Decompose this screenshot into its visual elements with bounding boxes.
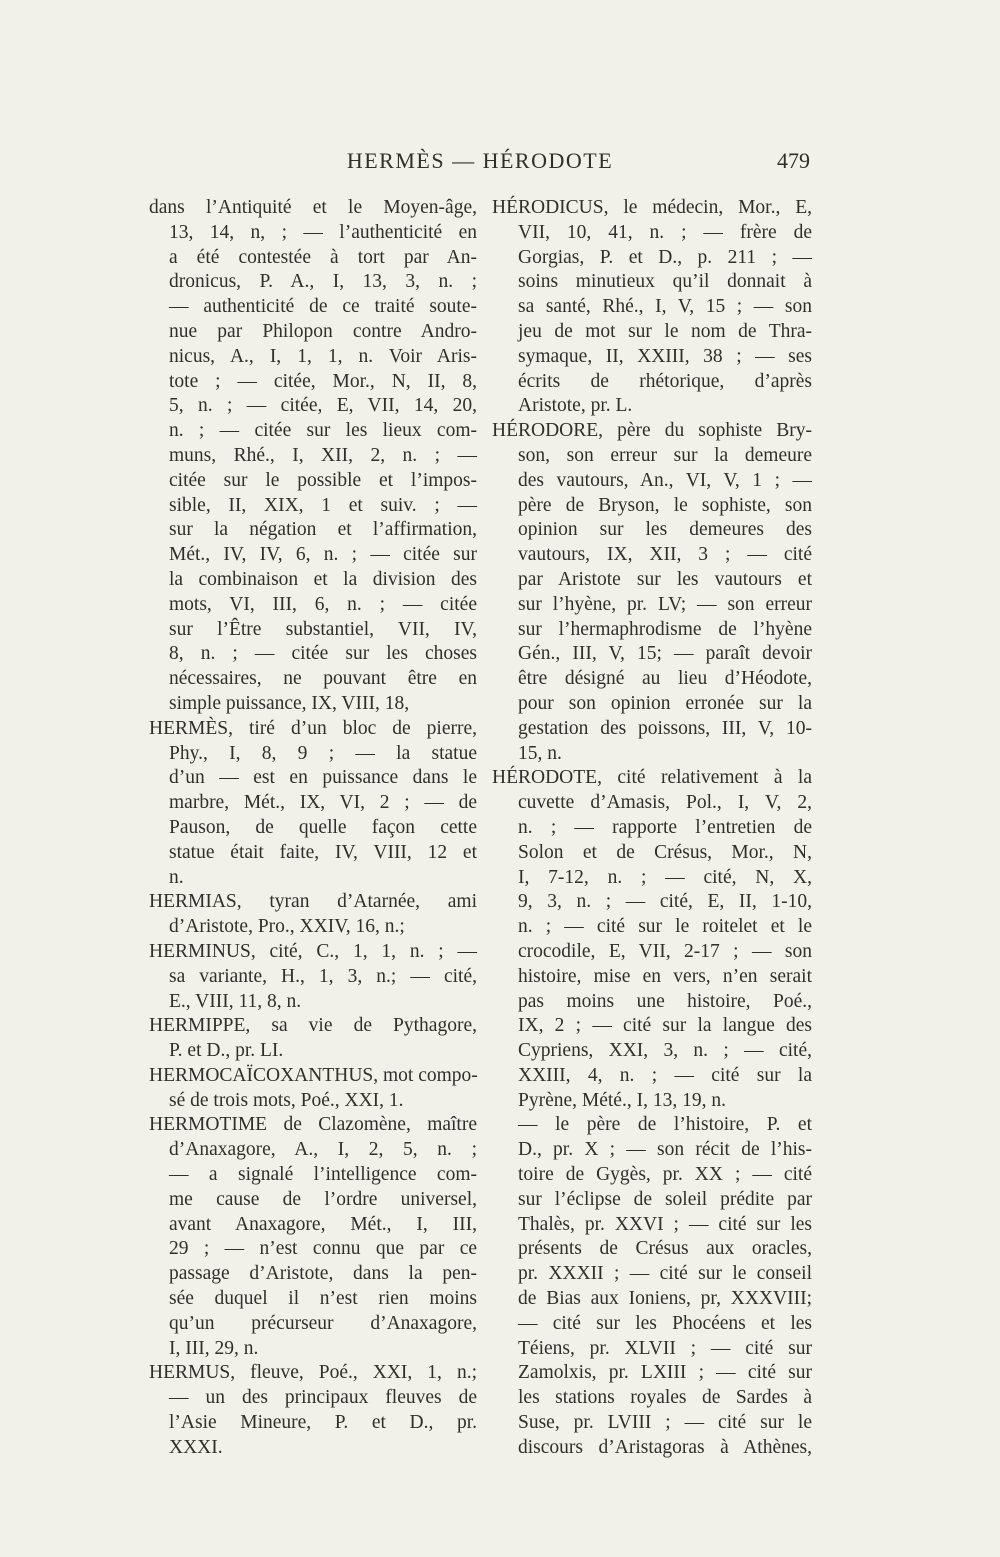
index-line: simple puissance, IX, VIII, 18, [169, 692, 410, 714]
index-line: pour son opinion erronée sur la [518, 692, 812, 714]
index-line: Aristote, pr. L. [518, 395, 633, 417]
index-line: toire de Gygès, pr. XX ; — cité [518, 1164, 812, 1186]
index-line: crocodile, E, VII, 2-17 ; — son [518, 940, 812, 962]
index-line: soins minutieux qu’il donnait à [518, 271, 812, 293]
index-line: être désigné au lieu d’Héodote, [518, 668, 812, 690]
index-line: — a signalé l’intelligence com- [169, 1164, 477, 1186]
index-line: la combinaison et la division des [169, 568, 477, 590]
index-line: I, III, 29, n. [169, 1337, 259, 1359]
right-column [492, 196, 812, 1461]
index-line: XXXI. [169, 1436, 223, 1458]
index-line: sur l’hermaphrodisme de l’hyène [518, 618, 812, 640]
index-line: HERMOTIME de Clazomène, maître [149, 1114, 477, 1136]
index-line: sible, II, XIX, 1 et suiv. ; — [169, 494, 477, 516]
index-line: — cité sur les Phocéens et les [518, 1312, 812, 1334]
index-line: de Bias aux Ioniens, pr, XXXVIII; [518, 1288, 812, 1310]
index-line: Suse, pr. LVIII ; — cité sur le [518, 1412, 812, 1434]
index-line: 9, 3, n. ; — cité, E, II, 1-10, [518, 891, 812, 913]
index-line: HERMUS, fleuve, Poé., XXI, 1, n.; [149, 1362, 477, 1384]
index-line: n. ; — cité sur le roitelet et le [518, 916, 812, 938]
index-line: — le père de l’histoire, P. et [518, 1114, 812, 1136]
index-line: n. ; — citée sur les lieux com- [169, 420, 477, 442]
index-line: Zamolxis, pr. LXIII ; — cité sur [518, 1362, 812, 1384]
index-line: n. ; — rapporte l’entretien de [518, 816, 812, 838]
index-line: nicus, A., I, 1, 1, n. Voir Aris- [169, 345, 477, 367]
index-line: d’Aristote, Pro., XXIV, 16, n.; [169, 916, 405, 938]
index-line: opinion sur les demeures des [518, 519, 812, 541]
index-line: citée sur le possible et l’impos- [169, 469, 477, 491]
index-line: n. [169, 866, 184, 888]
index-line: HÉRODICUS, le médecin, Mor., E, [492, 197, 812, 218]
index-line: Solon et de Crésus, Mor., N, [518, 841, 812, 863]
index-line: l’Asie Mineure, P. et D., pr. [169, 1412, 477, 1434]
index-line: présents de Crésus aux oracles, [518, 1238, 812, 1260]
index-line: cuvette d’Amasis, Pol., I, V, 2, [518, 792, 812, 814]
index-line: d’Anaxagore, A., I, 2, 5, n. ; [169, 1139, 477, 1161]
index-line: sé de trois mots, Poé., XXI, 1. [169, 1089, 404, 1111]
index-line: d’un — est en puissance dans le [169, 767, 477, 789]
index-line: par Aristote sur les vautours et [518, 568, 812, 590]
index-line: sa variante, H., 1, 3, n.; — cité, [169, 965, 477, 987]
index-line: jeu de mot sur le nom de Thra- [518, 320, 812, 342]
index-line: HÉRODORE, père du sophiste Bry- [492, 420, 812, 442]
index-line: Gén., III, V, 15; — paraît devoir [518, 643, 812, 665]
index-line: 8, n. ; — citée sur les choses [169, 643, 477, 665]
index-line: père de Bryson, le sophiste, son [518, 494, 812, 516]
index-line: qu’un précurseur d’Anaxagore, [169, 1312, 477, 1334]
index-line: statue était faite, IV, VIII, 12 et [169, 841, 477, 863]
index-line: sée duquel il n’est rien moins [169, 1288, 477, 1310]
index-line: sur la négation et l’affirmation, [169, 519, 477, 541]
index-line: les stations royales de Sardes à [518, 1387, 812, 1409]
index-line: sur l’hyène, pr. LV; — son erreur [518, 593, 812, 615]
index-line: avant Anaxagore, Mét., I, III, [169, 1213, 477, 1235]
index-line: pas moins une histoire, Poé., [518, 990, 812, 1012]
index-line: son, son erreur sur la demeure [518, 444, 812, 466]
index-line: 15, n. [518, 742, 562, 764]
index-line: HERMÈS, tiré d’un bloc de pierre, [149, 717, 477, 739]
index-line: me cause de l’ordre universel, [169, 1188, 477, 1210]
index-line: mots, VI, III, 6, n. ; — citée [169, 593, 477, 615]
index-line: gestation des poissons, III, V, 10- [518, 717, 812, 739]
index-line: Thalès, pr. XXVI ; — cité sur les [518, 1213, 812, 1235]
index-line: D., pr. X ; — son récit de l’his- [518, 1139, 812, 1161]
index-line: tote ; — citée, Mor., N, II, 8, [169, 370, 477, 392]
index-line: des vautours, An., VI, V, 1 ; — [518, 469, 812, 491]
index-line: écrits de rhétorique, d’après [518, 370, 812, 392]
index-line: discours d’Aristagoras à Athènes, [518, 1436, 812, 1458]
index-line: vautours, IX, XII, 3 ; — cité [518, 544, 812, 566]
index-line: dans l’Antiquité et le Moyen-âge, [149, 197, 477, 218]
index-line: Gorgias, P. et D., p. 211 ; — [518, 246, 812, 268]
index-line: IX, 2 ; — cité sur la langue des [518, 1015, 812, 1037]
index-line: muns, Rhé., I, XII, 2, n. ; — [169, 444, 477, 466]
index-line: Cypriens, XXI, 3, n. ; — cité, [518, 1040, 812, 1062]
index-line: 29 ; — n’est connu que par ce [169, 1238, 477, 1260]
index-line: VII, 10, 41, n. ; — frère de [518, 221, 812, 243]
index-line: sur l’Être substantiel, VII, IV, [169, 618, 477, 640]
index-line: nécessaires, ne pouvant être en [169, 668, 477, 690]
index-line: Téiens, pr. XLVII ; — cité sur [518, 1337, 812, 1359]
index-line: histoire, mise en vers, n’en serait [518, 965, 812, 987]
running-title: HERMÈS — HÉRODOTE [346, 148, 614, 173]
index-line: — authenticité de ce traité soute- [169, 296, 477, 318]
index-line: passage d’Aristote, dans la pen- [169, 1263, 477, 1285]
index-line: 5, n. ; — citée, E, VII, 14, 20, [169, 395, 477, 417]
index-line: Pauson, de quelle façon cette [169, 816, 477, 838]
index-line: sa santé, Rhé., I, V, 15 ; — son [518, 296, 812, 318]
index-line: nue par Philopon contre Andro- [169, 320, 477, 342]
left-column [149, 196, 477, 1461]
index-line: HERMOCAÏCOXANTHUS, mot compo- [149, 1064, 478, 1086]
index-line: sur l’éclipse de soleil prédite par [518, 1188, 812, 1210]
page-number: 479 [777, 148, 810, 173]
index-line: XXIII, 4, n. ; — cité sur la [518, 1064, 812, 1086]
index-line: P. et D., pr. LI. [169, 1040, 284, 1062]
index-line: HERMIAS, tyran d’Atarnée, ami [149, 891, 477, 913]
index-line: I, 7-12, n. ; — cité, N, X, [518, 866, 812, 888]
index-line: — un des principaux fleuves de [169, 1387, 477, 1409]
index-line: HERMINUS, cité, C., 1, 1, n. ; — [149, 940, 477, 962]
index-line: Pyrène, Mété., I, 13, 19, n. [518, 1089, 726, 1111]
index-line: a été contestée à tort par An- [169, 246, 477, 268]
index-line: HERMIPPE, sa vie de Pythagore, [149, 1015, 477, 1037]
index-line: symaque, II, XXIII, 38 ; — ses [518, 345, 812, 367]
index-line: marbre, Mét., IX, VI, 2 ; — de [169, 792, 477, 814]
index-line: dronicus, P. A., I, 13, 3, n. ; [169, 271, 477, 293]
index-line: HÉRODOTE, cité relativement à la [492, 767, 812, 789]
index-line: E., VIII, 11, 8, n. [169, 990, 302, 1012]
index-line: Mét., IV, IV, 6, n. ; — citée sur [169, 544, 477, 566]
index-line: pr. XXXII ; — cité sur le conseil [518, 1263, 812, 1285]
index-line: Phy., I, 8, 9 ; — la statue [169, 742, 477, 764]
index-line: 13, 14, n, ; — l’authenticité en [169, 221, 477, 243]
